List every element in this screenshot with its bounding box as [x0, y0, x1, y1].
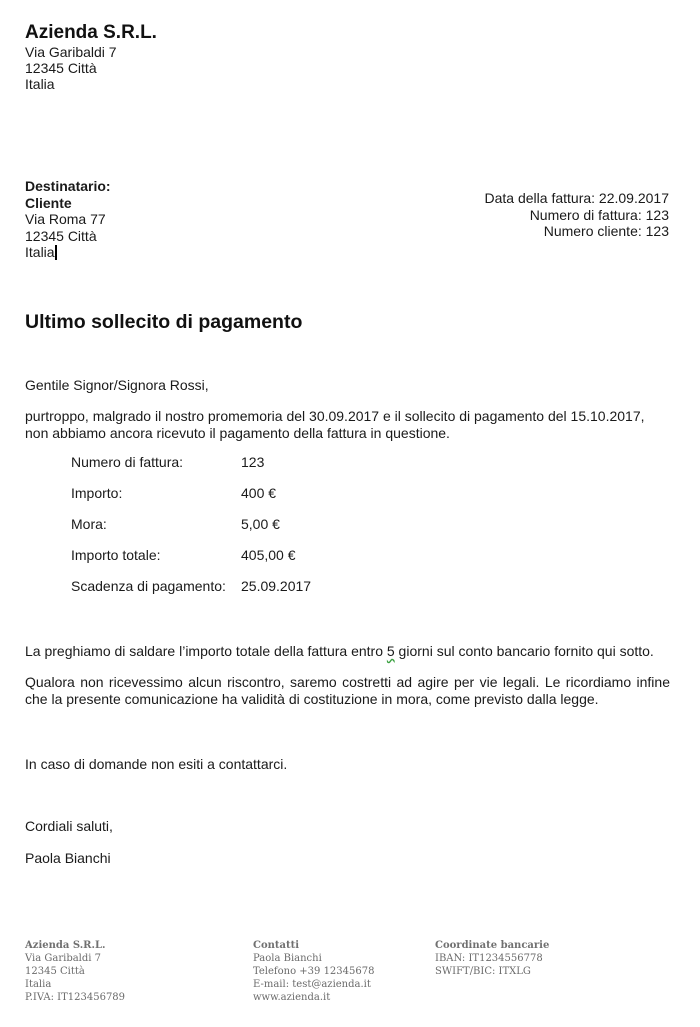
footer-company-city: 12345 Città — [25, 966, 85, 977]
recipient-heading: Destinatario: — [25, 178, 111, 194]
invoice-meta — [485, 190, 669, 240]
customer-number-value: 123 — [645, 223, 669, 239]
details-row — [71, 454, 311, 485]
sender-address — [25, 22, 157, 92]
letter-title: Ultimo sollecito di pagamento — [25, 311, 303, 333]
footer-company-street: Via Garibaldi 7 — [25, 953, 102, 964]
footer-company-country: Italia — [25, 979, 52, 990]
sender-city: 12345 Città — [25, 60, 97, 76]
invoice-number-row — [485, 207, 669, 224]
invoice-number-label: Numero di fattura: — [529, 206, 642, 223]
legal-warning: Qualora non ricevessimo alcun riscontro, saremo costretti ad agire per vie legali. Le ricordiamo infine che la presente comunicazione ha validità di costituzione in mora, come previsto dalla legge. — [25, 674, 670, 707]
invoice-date-row — [485, 190, 669, 207]
footer-bank-iban: IBAN: IT1234556778 — [435, 953, 543, 964]
sender-country: Italia — [25, 76, 55, 92]
details-value: 400 € — [241, 485, 277, 501]
intro-paragraph: purtroppo, malgrado il nostro promemoria del 30.09.2017 e il sollecito di pagamento del 15.10.2017, non abbiamo ancora ricevuto il pagamento della fattura in questione. — [25, 408, 645, 441]
footer-company — [25, 939, 125, 1004]
recipient-country: Italia — [25, 244, 55, 260]
greeting: Gentile Signor/Signora Rossi, — [25, 377, 209, 393]
details-label: Numero di fattura: — [71, 454, 184, 470]
footer-contact-email: E-mail: test@azienda.it — [253, 979, 371, 990]
invoice-number-value: 123 — [645, 206, 669, 223]
recipient-name: Cliente — [25, 194, 72, 211]
details-label: Importo totale: — [71, 547, 161, 563]
request-text-before: La preghiamo di saldare l’importo totale della fattura entro — [25, 643, 387, 659]
details-row — [71, 547, 311, 578]
details-label: Scadenza di pagamento: — [71, 578, 226, 594]
footer-bank-heading: Coordinate bancarie — [435, 940, 550, 951]
footer-company-heading: Azienda S.R.L. — [25, 940, 106, 951]
footer-contacts-heading: Contatti — [253, 940, 300, 951]
text-cursor — [55, 245, 57, 260]
details-label: Mora: — [71, 516, 107, 532]
details-row — [71, 516, 311, 547]
details-value: 25.09.2017 — [241, 578, 312, 594]
invoice-details-table — [71, 454, 311, 609]
details-row — [71, 578, 311, 609]
footer-bank-swift: SWIFT/BIC: ITXLG — [435, 966, 531, 977]
footer-contact-phone: Telefono +39 12345678 — [253, 966, 375, 977]
customer-number-row — [485, 223, 669, 240]
customer-number-label: Numero cliente: — [543, 223, 642, 239]
details-value: 123 — [241, 454, 265, 470]
invoice-date-label: Data della fattura: — [484, 190, 596, 206]
details-value: 405,00 € — [241, 547, 296, 563]
footer-contact-name: Paola Bianchi — [253, 953, 322, 964]
sender-street: Via Garibaldi 7 — [25, 44, 117, 60]
footer-contacts — [253, 939, 374, 1004]
footer-contact-website: www.azienda.it — [253, 992, 331, 1003]
contact-note: In caso di domande non esiti a contattarci. — [25, 756, 288, 772]
closing: Cordiali saluti, — [25, 818, 113, 834]
recipient-city: 12345 Città — [25, 227, 97, 244]
footer-company-vat: P.IVA: IT123456789 — [25, 992, 126, 1003]
details-value: 5,00 € — [241, 516, 280, 532]
footer-bank — [435, 939, 549, 978]
days-value-grammar-flag[interactable]: 5 — [386, 643, 395, 659]
recipient-country-line[interactable] — [25, 244, 111, 261]
details-label: Importo: — [71, 485, 123, 501]
details-row — [71, 485, 311, 516]
sender-company: Azienda S.R.L. — [25, 22, 157, 43]
payment-request — [25, 643, 670, 660]
recipient-address — [25, 178, 111, 261]
signature: Paola Bianchi — [25, 850, 111, 866]
request-text-after: giorni sul conto bancario fornito qui sotto. — [394, 643, 654, 659]
invoice-date-value: 22.09.2017 — [598, 190, 669, 206]
recipient-street: Via Roma 77 — [25, 211, 106, 227]
